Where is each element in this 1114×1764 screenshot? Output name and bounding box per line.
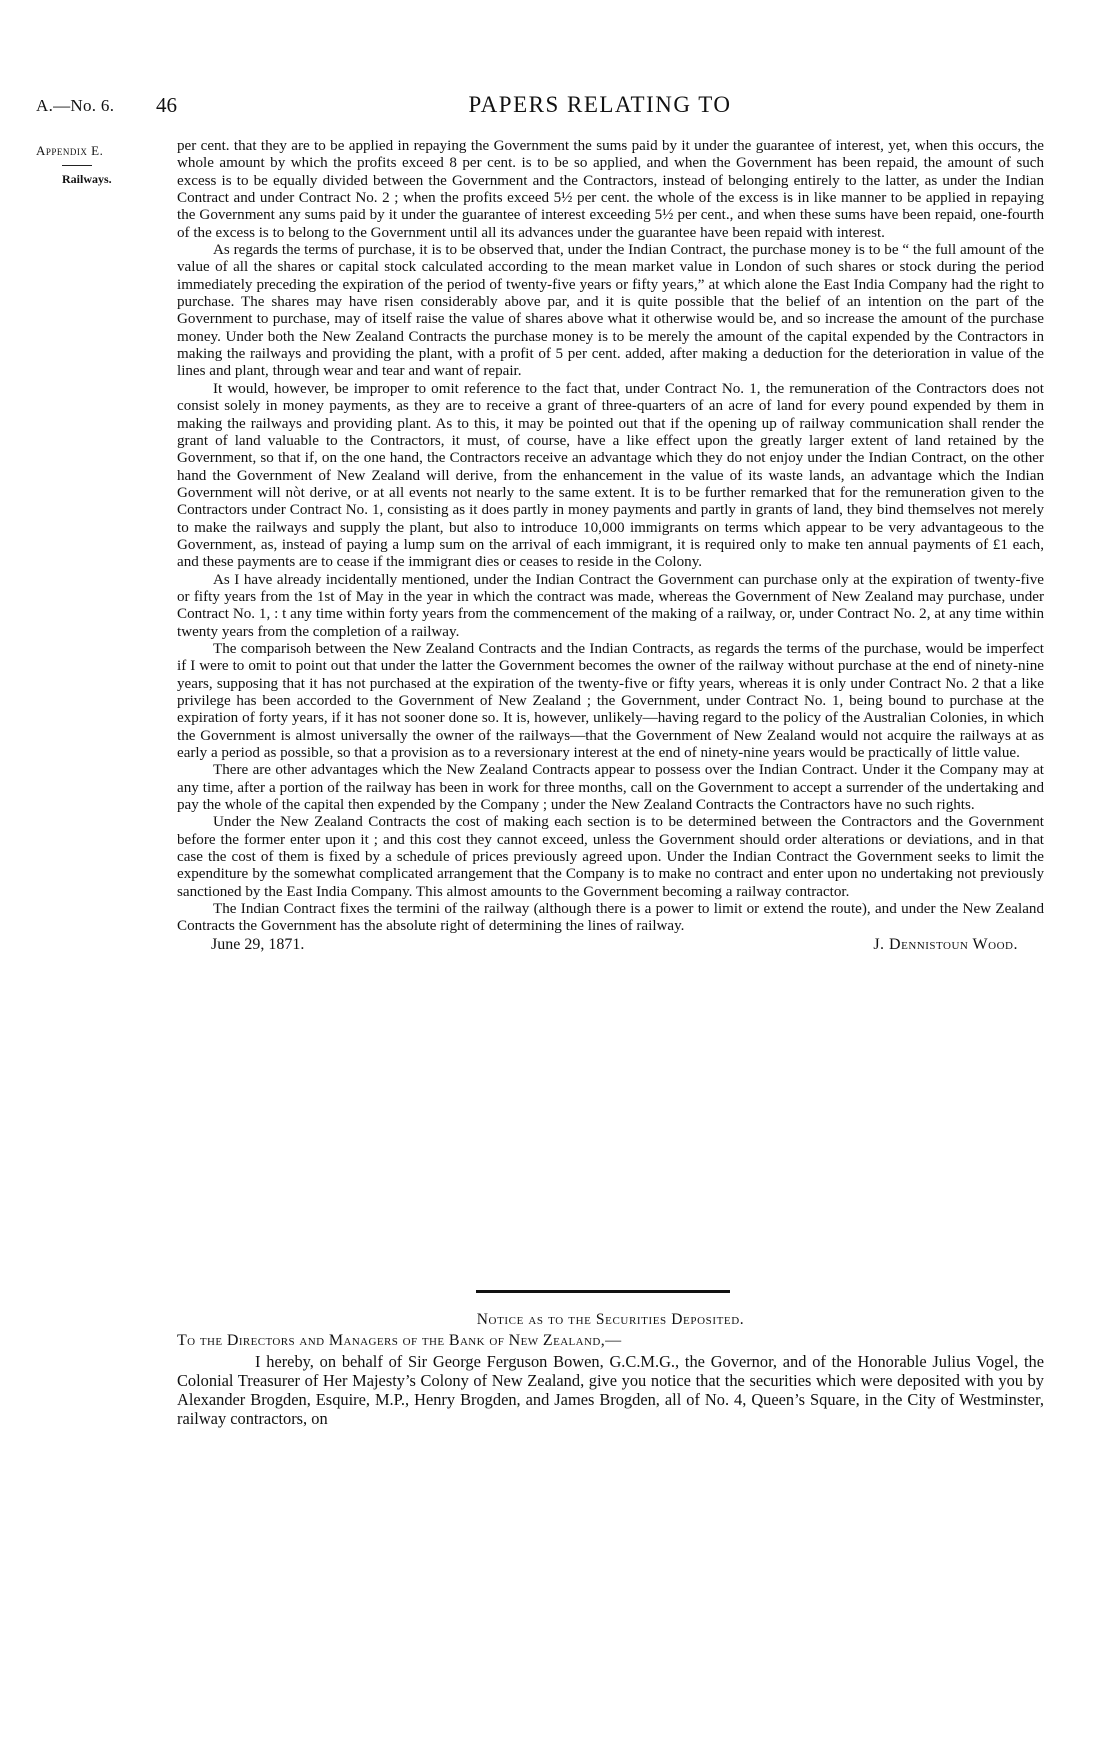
running-title: PAPERS RELATING TO — [468, 92, 732, 117]
paragraph: The comparisoh between the New Zealand Contracts and the Indian Contracts, as regards the terms of the purchase, would be imperfect if I were to omit to point out that under the latter the Government becomes the owner of the railway without purchase at the end of ninety-nine years, supposing that it has not purchased at the expiration of the twenty-five or fifty years, whereas it is only under Contract No. 2 that a like privilege has been accorded to the Government of New Zealand ; the Government, under Contract No. 1, being bound to purchase at the expiration of forty years, if it has not sooner done so. It is, however, unlikely—having regard to the policy of the Australian Colonies, in which the Government is almost universally the owner of the railways—that the Government of New Zealand would not acquire the railways at as early a period as possible, so that a provision as to a reversionary interest at the end of ninety-nine years would be practically of little value. — [177, 640, 1044, 762]
paragraph: There are other advantages which the New Zealand Contracts appear to possess over the Indian Contract. Under it the Company may at any time, after a portion of the railway has been in work for three months, call on the Government to accept a surrender of the undertaking and pay the whole of the capital then expended by the Company ; under the New Zealand Contracts the Contractors have no such rights. — [177, 762, 1044, 814]
page-number: 46 — [156, 93, 177, 117]
paragraph: The Indian Contract fixes the termini of the railway (although there is a power to limit or extend the route), and under the New Zealand Contracts the Government has the absolute right of determining the lines of railway. — [177, 901, 1044, 935]
paragraph: It would, however, be improper to omit reference to the fact that, under Contract No. 1, the remuneration of the Contractors does not consist solely in money payments, as they are to receive a grant of three-quarters of an acre of land for every pound expended by them in making the railways and providing plant. As to this, it may be pointed out that if the opening up of railway communication shall render the grant of land valuable to the Contractors, it must, of course, have a like effect upon the greatly larger extent of land retained by the Government, so that if, on the one hand, the Contractors receive an advantage which they do not enjoy under the Indian Contract, on the other hand the Government of New Zealand will derive, from the enhancement in the value of its waste lands, an advantage which the Indian Government will nòt derive, or at all events not nearly to the same extent. It is to be further remarked that for the remuneration given to the Contractors under Contract No. 1, consisting as it does partly in money payments and partly in grants of land, they bind themselves not merely to make the railways and supply the plant, but also to introduce 10,000 immigrants on terms which appear to be very advantageous to the Government, as, instead of paying a lump sum on the arrival of each immigrant, it is required only to make ten annual payments of £1 each, and these payments are to cease if the immigrant dies or ceases to reside in the Colony. — [177, 380, 1044, 571]
paragraph: per cent. that they are to be applied in repaying the Government the sums paid by it under the guarantee of interest, yet, when this occurs, the whole amount by which the profits exceed 8 per cent. is to be so applied, and when the Government has been repaid, the amount of such excess is to be equally divided between the Government and the Contractors, instead of belonging entirely to the latter, as under the Indian Contract and under Contract No. 2 ; when the profits exceed 5½ per cent. the whole of the excess is in like manner to be applied in repaying the Government any sums paid by it under the guarantee of interest exceeding 5½ per cent., and when these sums have been repaid, one-fourth of the excess is to belong to the Government until all its advances under the guarantee have been repaid with interest. — [177, 138, 1044, 241]
notice-text — [177, 1352, 1044, 1428]
margin-section-label: Railways. — [62, 172, 112, 186]
margin-rule — [62, 165, 92, 166]
body-text — [177, 138, 1044, 958]
notice-heading: Notice as to the Securities Deposited. — [476, 1311, 745, 1328]
signature-date: June 29, 1871. — [211, 935, 305, 953]
paragraph: As regards the terms of purchase, it is to be observed that, under the Indian Contract, the purchase money is to be “ the full amount of the value of all the shares or capital stock calculated according to the mean market value in London of such shares or stock during the period immediately preceding the expiration of the period of twenty-five years or fifty years,” at which alone the East India Company had the right to purchase. The shares may have risen considerably above par, and it is quite possible that the belief of an intention on the part of the Government to purchase, may of itself raise the value of shares above what it otherwise would be, and so increase the amount of the purchase money. Under both the New Zealand Contracts the purchase money is to be merely the amount of the capital expended by the Contractors in making the railways and providing the plant, with a profit of 5 per cent. added, after making a deduction for the deterioration in value of the lines and plant, through wear and tear and want of repair. — [177, 242, 1044, 380]
notice-paragraph: I hereby, on behalf of Sir George Ferguson Bowen, G.C.M.G., the Governor, and of the Honorable Julius Vogel, the Colonial Treasurer of Her Majesty’s Colony of New Zealand, give you notice that the securities which were deposited with you by Alexander Brogden, Esquire, M.P., Henry Brogden, and James Brogden, all of No. 4, Queen’s Square, in the City of Westminster, railway contractors, on — [177, 1352, 1044, 1428]
signature-block — [177, 936, 1044, 958]
document-reference: A.—No. 6. — [36, 96, 115, 115]
paragraph: Under the New Zealand Contracts the cost of making each section is to be determined between the Contractors and the Government before the former enter upon it ; and this cost they cannot exceed, unless the Government should order alterations or deviations, and in that case the cost of them is fixed by a schedule of prices previously agreed upon. Under the Indian Contract the Government seeks to limit the expenditure by the somewhat complicated arrangement that the Company is to make no contract and enter upon no undertaking not previously sanctioned by the East India Company. This almost amounts to the Government becoming a railway contractor. — [177, 814, 1044, 900]
signature-name: J. Dennistoun Wood. — [873, 935, 1018, 953]
paragraph: As I have already incidentally mentioned, under the Indian Contract the Government can purchase only at the expiration of twenty-five or fifty years from the 1st of May in the year in which the contract was made, whereas the Government of New Zealand may purchase, under Contract No. 1, : t any time within forty years from the commencement of the making of a railway, or, under Contract No. 2, at any time within twenty years from the completion of a railway. — [177, 571, 1044, 640]
notice-addressee: To the Directors and Managers of the Bank of New Zealand,— — [177, 1332, 622, 1349]
section-divider — [476, 1290, 730, 1293]
margin-appendix-label: Appendix E. — [36, 143, 104, 158]
